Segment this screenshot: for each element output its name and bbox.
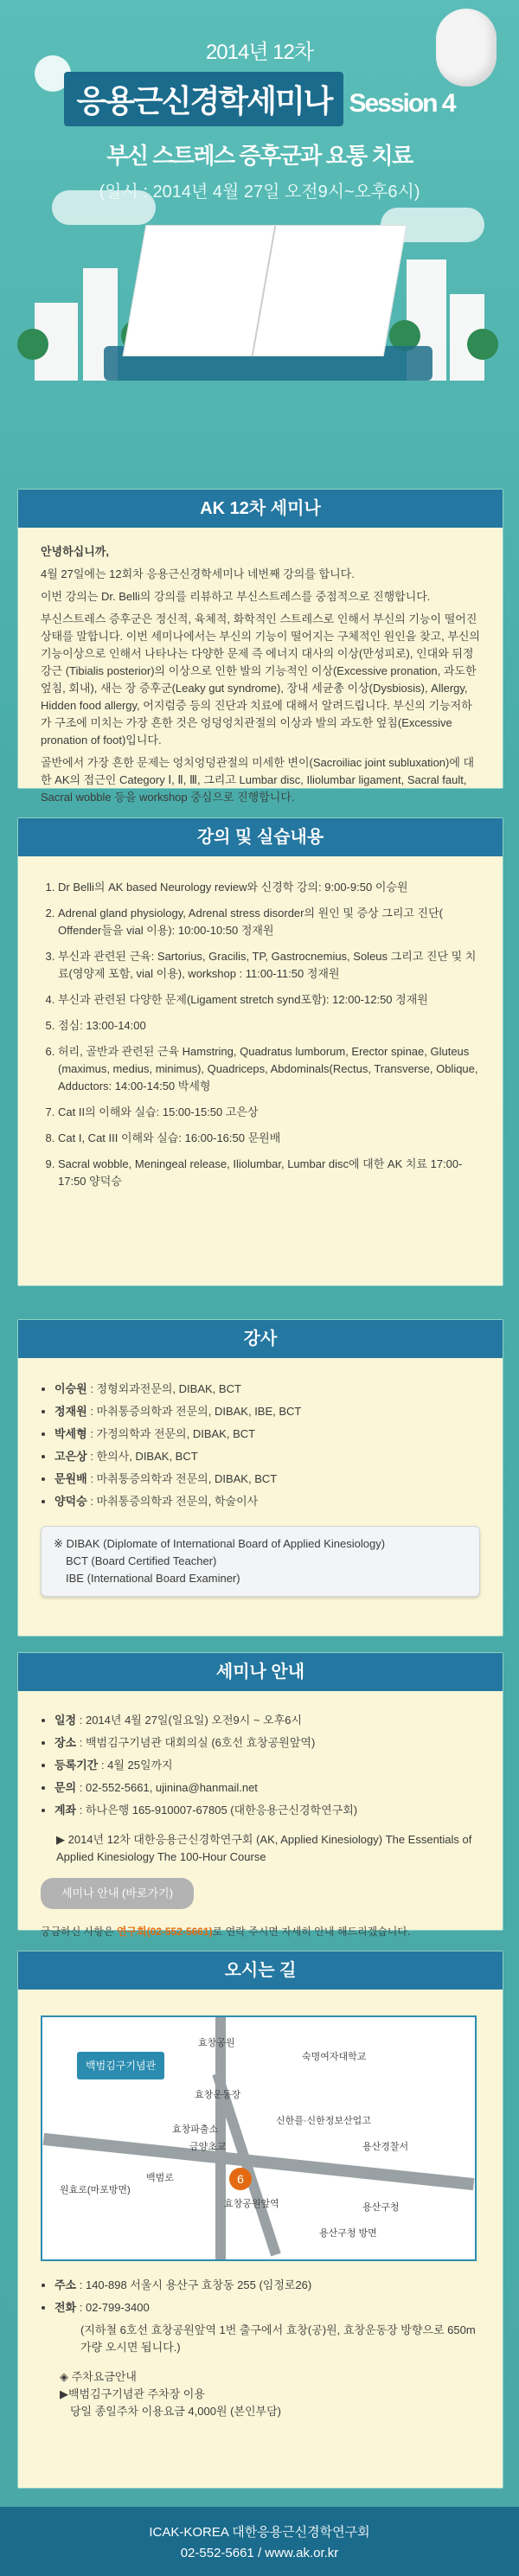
section-title: AK 12차 세미나 xyxy=(18,490,503,528)
section-title: 강사 xyxy=(18,1320,503,1358)
subway-station-icon: 6 xyxy=(229,2168,252,2190)
tree-icon xyxy=(17,329,48,360)
info-label: 계좌 xyxy=(54,1804,77,1817)
instructor-item xyxy=(54,1403,480,1420)
intro-paragraph: 부신스트레스 증후군은 정신적, 육체적, 화학적인 스트레스로 인해서 부신의 기능이 떨어진 상태를 말합니다. 이번 세미나에서는 부신의 기능이 떨어지는 구체적인 원인을 찾고, 부신의 기능이상으로 인해서 나타나는 다양한 문제 즉 에너지 대사의 이상(만성피로), 인대와 뒤정강근 (Tibialis posterior)의 이상으로 인한 발의 기능적인 이상(Excessive pronation, 과도한 엎침, 회내), 새는 장 증후군(Leaky gut syndrome), 장내 세균총 이상(Dysbiosis), Allergy, Hidden food allergy, 어지럼증 등의 진단과 치료에 대해서 알려드립니다. 부신의 기능저하가 구조에 미치는 가장 흔한 것은 엉덩엉치관절의 이상과 발의 과도한 엎침(Excessive pronation of foot)입니다. xyxy=(41,612,480,747)
parking-info: ▶백범김구기념관 주차장 이용 xyxy=(60,2387,205,2400)
curriculum-item: 3. 부신과 관련된 근육: Sartorius, Gracilis, TP, Gastrocnemius, Soleus 그리고 진단 및 치료(영양제 포함, vial 이용), workshop : 11:00-11:50 정재원 xyxy=(58,948,480,983)
map-label: 신한플·신한정보산업고 xyxy=(276,2116,371,2126)
parking-title: ◈ 주차요금안내 xyxy=(60,2370,137,2383)
instructor-name: 문원배 xyxy=(54,1472,87,1485)
hero-subtitle: 부신 스트레스 증후군과 요통 치료 xyxy=(106,143,413,169)
seminar-info-list xyxy=(41,1712,480,1819)
info-item xyxy=(54,1712,480,1729)
footer-org: ICAK-KOREA 대한응용근신경학연구회 xyxy=(149,2525,370,2540)
instructor-item xyxy=(54,1448,480,1465)
address-value: : 140-898 서울시 용산구 효창동 255 (임정로26) xyxy=(79,2278,312,2291)
curriculum-item: 6. 허리, 골반과 관련된 근육 Hamstring, Quadratus lumborum, Erector spinae, Gluteus (maximus, medius, minimus), Quadriceps, Abdominals(Rectus, Transverse, Oblique, Adductors: 14:00-14:50 박세형 xyxy=(58,1043,480,1095)
map-label: 효창공원앞역 xyxy=(224,2199,279,2209)
hero-title-main: 응용근신경학세미나 xyxy=(64,72,343,126)
info-label: 일정 xyxy=(54,1714,77,1727)
intro-content xyxy=(18,528,503,827)
curriculum-item: 7. Cat II의 이해와 실습: 15:00-15:50 고은상 xyxy=(58,1104,480,1121)
tree-icon xyxy=(467,329,498,360)
seminar-info-section xyxy=(17,1652,503,1938)
curriculum-item: 2. Adrenal gland physiology, Adrenal stress disorder의 원인 및 증상 그리고 진단( Offender들을 vial 이용): 10:00-10:50 정재원 xyxy=(58,905,480,939)
info-value: : 2014년 4월 27일(일요일) 오전9시 ~ 오후6시 xyxy=(79,1714,303,1727)
phone-item xyxy=(54,2299,480,2316)
intro-paragraph: 이번 강의는 Dr. Belli의 강의를 리뷰하고 부신스트레스를 중점적으로 진행합니다. xyxy=(41,590,431,603)
hero-line1: 2014년 12차 xyxy=(205,41,314,64)
map-label: 효창운동장 xyxy=(195,2090,241,2100)
credential-note-line: ※ DIBAK (Diplomate of International Board of Applied Kinesiology) xyxy=(54,1537,386,1550)
info-label: 등록기간 xyxy=(54,1759,99,1772)
address-list xyxy=(41,2277,480,2316)
instructor-item xyxy=(54,1381,480,1398)
map-label: 효창공원 xyxy=(198,2038,235,2048)
intro-greeting: 안녕하십니까, xyxy=(41,545,109,558)
curriculum-item: 4. 부신과 관련된 다양한 문제(Ligament stretch synd포함): 12:00-12:50 정재원 xyxy=(58,991,480,1009)
curriculum-item: 8. Cat I, Cat III 이해와 실습: 16:00-16:50 문원배 xyxy=(58,1130,480,1147)
map-label: 원효로(마포방면) xyxy=(60,2185,131,2195)
instructor-desc: : 마취통증의학과 전문의, 학술이사 xyxy=(90,1495,259,1508)
instructor-name: 박세형 xyxy=(54,1427,87,1440)
hero-banner xyxy=(0,0,519,467)
instructor-desc: : 마취통증의학과 전문의, DIBAK, IBE, BCT xyxy=(90,1405,302,1418)
map-label: 용산구청 xyxy=(362,2202,400,2213)
footer xyxy=(0,2507,519,2576)
intro-paragraph: 골반에서 가장 흔한 문제는 엉치엉덩관절의 미세한 변이(Sacroiliac joint subluxation)에 대한 AK의 접근인 Category Ⅰ, Ⅱ, Ⅲ, 그리고 Lumbar disc, Iliolumbar ligament, Sacral fault, Sacral wobble 등을 workshop 중심으로 진행합니다. xyxy=(41,756,475,804)
address-label: 주소 xyxy=(54,2278,77,2291)
instructor-item xyxy=(54,1493,480,1510)
map-label: 용산경찰서 xyxy=(362,2142,409,2152)
instructor-list xyxy=(41,1381,480,1510)
instructor-desc: : 가정의학과 전문의, DIBAK, BCT xyxy=(90,1427,256,1440)
curriculum-item: 5. 점심: 13:00-14:00 xyxy=(58,1017,480,1035)
instructor-desc: : 한의사, DIBAK, BCT xyxy=(90,1450,198,1463)
instructor-name: 양덕승 xyxy=(54,1495,87,1508)
curriculum-list xyxy=(41,879,480,1190)
map-label: 효창파출소 xyxy=(172,2124,219,2135)
curriculum-item: 1. Dr Belli의 AK based Neurology review와 신경학 강의: 9:00-9:50 이승원 xyxy=(58,879,480,896)
hero-date: (일시 : 2014년 4월 27일 오전9시~오후6시) xyxy=(99,183,420,202)
section-title: 오시는 길 xyxy=(18,1951,503,1990)
seminar-info-content xyxy=(18,1691,503,1956)
directions-content xyxy=(18,1990,503,2436)
instructor-desc: : 정형외과전문의, DIBAK, BCT xyxy=(90,1382,241,1395)
instructor-name: 고은상 xyxy=(54,1450,87,1463)
info-label: 문의 xyxy=(54,1781,77,1794)
instructor-desc: : 마취통증의학과 전문의, DIBAK, BCT xyxy=(90,1472,278,1485)
map-label: 용산구청 방면 xyxy=(319,2228,377,2239)
map-building-marker: 백범김구기념관 xyxy=(77,2052,164,2079)
intro-paragraph: 4월 27일에는 12회차 응용근신경학세미나 네번째 강의를 합니다. xyxy=(41,567,355,580)
intro-section xyxy=(17,489,503,804)
contact-question xyxy=(41,1923,480,1940)
map-label: 백범로 xyxy=(146,2173,174,2183)
info-item xyxy=(54,1734,480,1752)
contact-question-post: 로 연락 주시면 자세히 안내 해드리겠습니다. xyxy=(212,1926,411,1938)
seminar-info-link-button[interactable]: 세미나 안내 (바로가기) xyxy=(41,1878,194,1909)
parking-fee: 당일 종일주차 이용요금 4,000원 (본인부담) xyxy=(70,2405,282,2418)
instructors-content xyxy=(18,1358,503,1612)
instructor-name: 이승원 xyxy=(54,1382,87,1395)
course-note: ▶ 2014년 12차 대한응용근신경학연구회 (AK, Applied Kinesiology) The Essentials of Applied Kinesiology The 100-Hour Course xyxy=(56,1833,472,1863)
curriculum-item: 9. Sacral wobble, Meningeal release, Iliolumbar, Lumbar disc에 대한 AK 치료 17:00-17:50 양덕승 xyxy=(58,1156,480,1190)
credential-note-line: BCT (Board Certified Teacher) xyxy=(66,1554,217,1567)
section-title: 강의 및 실습내용 xyxy=(18,818,503,856)
instructor-item xyxy=(54,1426,480,1443)
footer-contact: 02-552-5661 / www.ak.or.kr xyxy=(180,2546,339,2560)
contact-question-pre: 궁금하신 사항은 xyxy=(41,1926,114,1938)
directions-text: (지하철 6호선 효창공원앞역 1번 출구에서 효창(공)원, 효창운동장 방향으로 650m 가량 오시면 됩니다.) xyxy=(80,2323,476,2354)
contact-phone: 연구회(02-552-5661) xyxy=(116,1926,213,1938)
info-label: 장소 xyxy=(54,1736,77,1749)
instructors-section xyxy=(17,1319,503,1637)
hero-session: Session 4 xyxy=(349,89,455,118)
info-item xyxy=(54,1802,480,1819)
location-map xyxy=(41,2015,477,2261)
info-item xyxy=(54,1757,480,1774)
info-value: : 백범김구기념관 대회의실 (6호선 효창공원앞역) xyxy=(79,1736,316,1749)
info-item xyxy=(54,1779,480,1797)
instructor-item xyxy=(54,1471,480,1488)
hero-text xyxy=(0,35,519,202)
phone-label: 전화 xyxy=(54,2301,77,2314)
credentials-note xyxy=(41,1526,480,1597)
map-label: 금양초교 xyxy=(189,2142,227,2152)
credential-note-line: IBE (International Board Examiner) xyxy=(66,1572,240,1585)
info-value: : 하나은행 165-910007-67805 (대한응용근신경학연구회) xyxy=(79,1804,358,1817)
map-label: 숙명여자대학교 xyxy=(302,2052,367,2062)
open-book-icon xyxy=(123,225,407,356)
directions-section xyxy=(17,1951,503,2489)
info-value: : 4월 25일까지 xyxy=(100,1759,173,1772)
instructor-name: 정재원 xyxy=(54,1405,87,1418)
hero-title xyxy=(0,72,519,126)
curriculum-content xyxy=(18,856,503,1214)
info-value: : 02-552-5661, ujinina@hanmail.net xyxy=(79,1781,258,1794)
curriculum-section xyxy=(17,817,503,1286)
address-item xyxy=(54,2277,480,2294)
phone-value: : 02-799-3400 xyxy=(79,2301,150,2314)
section-title: 세미나 안내 xyxy=(18,1653,503,1691)
